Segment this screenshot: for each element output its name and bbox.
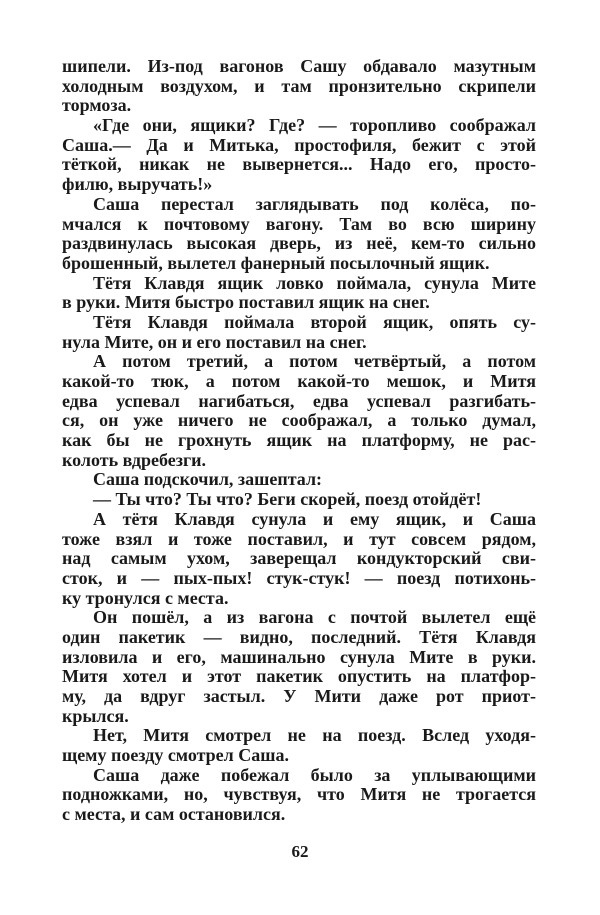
- paragraph: [62, 490, 536, 510]
- paragraph: [62, 766, 536, 825]
- text-line: колоть вдребезги.: [62, 449, 207, 470]
- text-line: ку тронулся с места.: [62, 587, 229, 608]
- text-line: Тётя Клавдя ящик ловко поймала, сунула Мите: [93, 272, 536, 293]
- text-line: Саша подскочил, зашептал:: [93, 469, 323, 490]
- text-line: Тётя Клавдя поймала второй ящик, опять су-: [93, 311, 536, 332]
- text-line: тоже взял и тоже поставил, и тут совсем рядом,: [62, 528, 536, 549]
- text-line: над самым ухом, заверещал кондукторский сви-: [62, 548, 536, 569]
- text-line: в руки. Митя быстро поставил ящик на снег.: [62, 292, 430, 313]
- text-line: шипели. Из-под вагонов Сашу обдавало мазутным: [62, 56, 536, 76]
- text-line: как бы не грохнуть ящик на платформу, не рас-: [62, 430, 536, 451]
- text-line: филю, выручать!»: [62, 174, 213, 195]
- text-line: изловила и его, машинально сунула Мите в руки.: [62, 646, 536, 667]
- text-line: — Ты что? Ты что? Беги скорей, поезд отойдёт!: [93, 489, 482, 510]
- text-line: А тётя Клавдя сунула и ему ящик, и Саша: [93, 508, 536, 529]
- text-line: подножками, но, чувствуя, что Митя не трогается: [62, 784, 536, 805]
- text-line: едва успевал нагибаться, едва успевал разгибать-: [62, 390, 536, 411]
- paragraph: [62, 313, 536, 352]
- paragraph: [62, 195, 536, 274]
- text-line: Митя хотел и этот пакетик опустить на платфор-: [62, 666, 536, 687]
- text-line: нула Мите, он и его поставил на снег.: [62, 331, 367, 352]
- text-line: с места, и сам остановился.: [62, 804, 286, 825]
- paragraph: [62, 352, 536, 470]
- text-line: «Где они, ящики? Где? — торопливо соображал: [93, 115, 536, 136]
- text-line: один пакетик — видно, последний. Тётя Клавдя: [62, 626, 536, 647]
- text-line: А потом третий, а потом четвёртый, а потом: [93, 351, 536, 372]
- paragraph: [62, 510, 536, 608]
- paragraph: [62, 57, 536, 116]
- text-line: холодным воздухом, и там пронзительно скрипели: [62, 75, 536, 96]
- text-line: му, да вдруг застыл. У Мити даже рот приот-: [62, 686, 536, 706]
- text-line: Он пошёл, а из вагона с почтой вылетел ещё: [93, 607, 536, 628]
- book-page-text: [62, 57, 536, 825]
- text-line: какой-то тюк, а потом какой-то мешок, и Митя: [62, 371, 536, 391]
- text-line: ся, он уже ничего не соображал, а только думал,: [62, 410, 536, 431]
- text-line: брошенный, вылетел фанерный посылочный ящик.: [62, 252, 490, 273]
- text-line: сток, и — пых-пых! стук-стук! — поезд потихонь-: [62, 567, 536, 588]
- paragraph: [62, 274, 536, 313]
- paragraph: [62, 470, 536, 490]
- page-number: 62: [291, 842, 309, 861]
- paragraph: [62, 608, 536, 726]
- paragraph: [62, 116, 536, 195]
- text-line: мчался к почтовому вагону. Там во всю ширину: [62, 213, 536, 234]
- text-line: щему поезду смотрел Саша.: [62, 745, 289, 766]
- text-line: Саша.— Да и Митька, простофиля, бежит с этой: [62, 134, 536, 155]
- text-line: тёткой, никак не вывернется... Надо его, просто-: [62, 154, 536, 175]
- text-line: крылся.: [62, 705, 129, 726]
- text-line: Саша перестал заглядывать под колёса, по-: [93, 193, 536, 214]
- text-line: Саша даже побежал было за уплывающими: [93, 764, 536, 785]
- text-line: тормоза.: [62, 95, 132, 116]
- paragraph: [62, 726, 536, 765]
- text-line: раздвинулась высокая дверь, из неё, кем-то сильно: [62, 233, 536, 254]
- text-line: Нет, Митя смотрел не на поезд. Вслед уходя-: [93, 725, 536, 746]
